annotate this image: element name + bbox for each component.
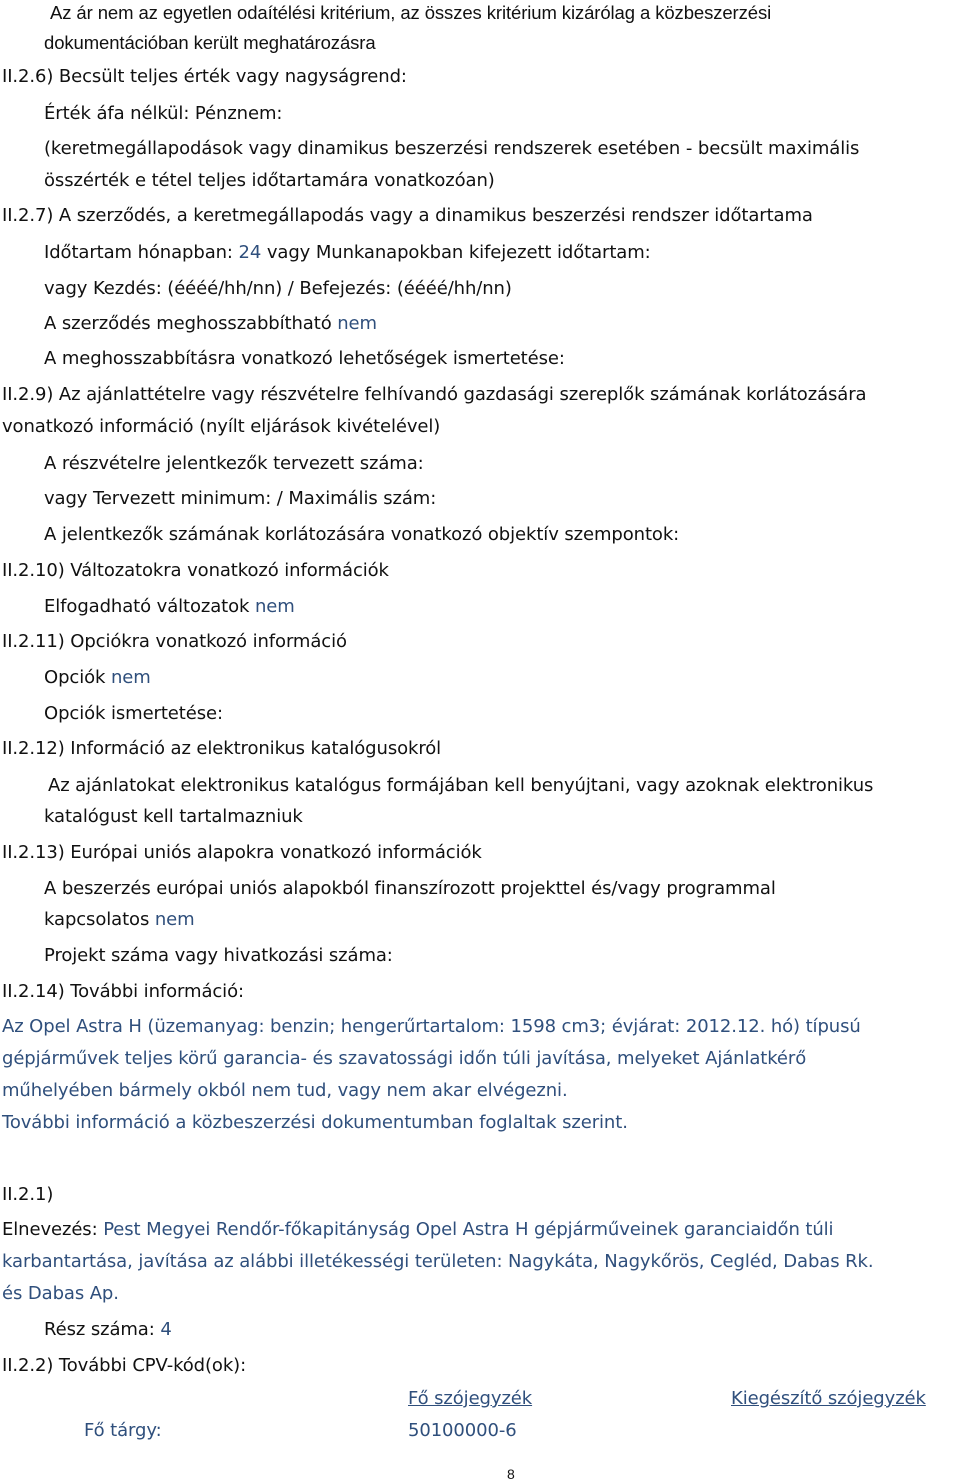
intro-line-2: dokumentációban került meghatározásra — [44, 32, 376, 53]
extension-description-line: A meghosszabbításra vonatkozó lehetőségek ismertetése: — [44, 348, 565, 369]
section-2-2-9-heading-line-1: II.2.9) Az ajánlattételre vagy részvételre felhívandó gazdasági szereplők számának korlátozására — [2, 384, 867, 405]
section-2-2-2-heading: II.2.2) További CPV-kód(ok): — [2, 1355, 247, 1376]
options-label: Opciók — [44, 667, 106, 688]
framework-note-line-1: (keretmegállapodások vagy dinamikus beszerzési rendszerek esetében - becsült maximális — [44, 138, 860, 159]
eu-funds-value: nem — [154, 909, 195, 930]
cpv-main-object-code: 50100000-6 — [408, 1420, 517, 1441]
extension-line — [44, 313, 377, 335]
lot-name-line-3: és Dabas Ap. — [2, 1283, 119, 1304]
lot-number-label: Rész száma: — [44, 1319, 155, 1340]
planned-candidates-line: A részvételre jelentkezők tervezett száma: — [44, 453, 424, 474]
duration-value: 24 — [238, 242, 262, 263]
eu-funds-label: kapcsolatos — [44, 909, 150, 930]
cpv-main-vocabulary-header: Fő szójegyzék — [408, 1388, 533, 1409]
project-number-line: Projekt száma vagy hivatkozási száma: — [44, 945, 393, 966]
variants-value: nem — [255, 596, 295, 617]
additional-info-line-4: További információ a közbeszerzési dokumentumban foglaltak szerint. — [2, 1112, 628, 1133]
lot-name-line-2: karbantartása, javítása az alábbi illetékességi területen: Nagykáta, Nagykőrös, Cegléd, Dabas Rk. — [2, 1251, 874, 1272]
duration-workdays-label: vagy Munkanapokban kifejezett időtartam: — [266, 242, 651, 263]
section-2-2-6-heading: II.2.6) Becsült teljes érték vagy nagyságrend: — [2, 66, 407, 87]
additional-info-line-3: műhelyében bármely okból nem tud, vagy nem akar elvégezni. — [2, 1080, 568, 1101]
extension-label: A szerződés meghosszabbítható — [44, 313, 332, 334]
duration-label: Időtartam hónapban: — [44, 242, 233, 263]
section-2-2-12-heading: II.2.12) Információ az elektronikus katalógusokról — [2, 738, 442, 759]
section-2-2-1-heading: II.2.1) — [2, 1184, 54, 1205]
section-2-2-10-heading: II.2.10) Változatokra vonatkozó információk — [2, 560, 389, 581]
lot-name-line-1 — [2, 1219, 833, 1241]
cpv-main-object-label: Fő tárgy: — [84, 1420, 162, 1441]
eu-funds-line-1: A beszerzés európai uniós alapokból finanszírozott projekttel és/vagy programmal — [44, 878, 776, 899]
page-number: 8 — [507, 1466, 515, 1482]
duration-months-line — [44, 242, 651, 264]
min-max-line: vagy Tervezett minimum: / Maximális szám: — [44, 488, 437, 509]
lot-number-value: 4 — [160, 1319, 172, 1340]
lot-name-label: Elnevezés: — [2, 1219, 98, 1240]
section-2-2-14-heading: II.2.14) További információ: — [2, 981, 244, 1002]
section-2-2-7-heading: II.2.7) A szerződés, a keretmegállapodás vagy a dinamikus beszerzési rendszer időtartama — [2, 205, 813, 226]
framework-note-line-2: összérték e tétel teljes időtartamára vonatkozóan) — [44, 170, 495, 191]
options-value: nem — [110, 667, 151, 688]
estimated-value-line: Érték áfa nélkül: Pénznem: — [44, 103, 283, 124]
eu-funds-line-2 — [44, 909, 195, 931]
start-end-dates-line: vagy Kezdés: (éééé/hh/nn) / Befejezés: (éééé/hh/nn) — [44, 278, 512, 299]
e-catalogue-line-2: katalógust kell tartalmazniuk — [44, 806, 303, 827]
section-2-2-9-heading-line-2: vonatkozó információ (nyílt eljárások kivételével) — [2, 416, 441, 437]
extension-value: nem — [337, 313, 377, 334]
selection-criteria-line: A jelentkezők számának korlátozására vonatkozó objektív szempontok: — [44, 524, 680, 545]
options-description-line: Opciók ismertetése: — [44, 703, 223, 724]
options-line — [44, 667, 151, 689]
variants-label: Elfogadható változatok — [44, 596, 250, 617]
intro-line-1: Az ár nem az egyetlen odaítélési kritérium, az összes kritérium kizárólag a közbeszerzési — [50, 2, 772, 23]
additional-info-line-1: Az Opel Astra H (üzemanyag: benzin; hengerűrtartalom: 1598 cm3; évjárat: 2012.12. hó) típusú — [2, 1016, 861, 1037]
cpv-supplementary-vocabulary-header: Kiegészítő szójegyzék — [731, 1388, 926, 1409]
e-catalogue-line-1: Az ajánlatokat elektronikus katalógus formájában kell benyújtani, vagy azoknak elektronikus — [48, 775, 874, 796]
variants-line — [44, 596, 295, 618]
additional-info-line-2: gépjárművek teljes körű garancia- és szavatossági időn túli javítása, melyeket Ajánlatkérő — [2, 1048, 807, 1069]
lot-number-line — [44, 1319, 172, 1341]
section-2-2-11-heading: II.2.11) Opciókra vonatkozó információ — [2, 631, 347, 652]
lot-name-value: Pest Megyei Rendőr-főkapitányság Opel Astra H gépjárműveinek garanciaidőn túli — [103, 1219, 834, 1240]
section-2-2-13-heading: II.2.13) Európai uniós alapokra vonatkozó információk — [2, 842, 482, 863]
